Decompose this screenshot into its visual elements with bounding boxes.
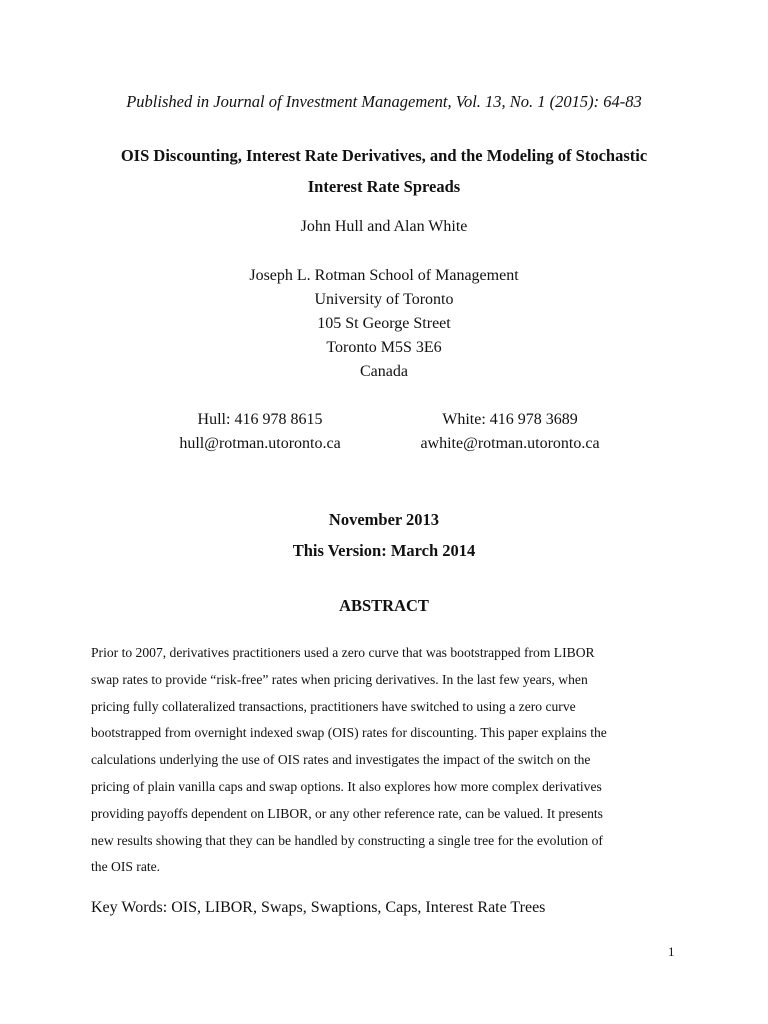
abstract-line: new results showing that they can be handled by constructing a single tree for the evolution of bbox=[91, 832, 603, 848]
address-line: University of Toronto bbox=[314, 291, 454, 308]
original-date: November 2013 bbox=[328, 510, 440, 529]
address-line: Joseph L. Rotman School of Management bbox=[249, 267, 519, 284]
title-line: Interest Rate Spreads bbox=[307, 177, 461, 196]
address-line: Canada bbox=[360, 363, 408, 380]
hull-contact bbox=[150, 408, 370, 456]
abstract-heading: ABSTRACT bbox=[339, 596, 429, 615]
abstract-line: pricing of plain vanilla caps and swap options. It also explores how more complex derivatives bbox=[91, 778, 602, 794]
paper-dates bbox=[0, 504, 768, 566]
abstract-body bbox=[91, 640, 671, 881]
abstract-line: calculations underlying the use of OIS rates and investigates the impact of the switch on the bbox=[91, 752, 591, 768]
authors: John Hull and Alan White bbox=[300, 218, 468, 235]
keywords: Key Words: OIS, LIBOR, Swaps, Swaptions, Caps, Interest Rate Trees bbox=[91, 899, 546, 916]
title-line: OIS Discounting, Interest Rate Derivatives, and the Modeling of Stochastic bbox=[120, 146, 648, 165]
abstract-line: the OIS rate. bbox=[91, 859, 161, 875]
paper-title bbox=[60, 140, 708, 202]
page-number: 1 bbox=[668, 944, 675, 959]
address-line: Toronto M5S 3E6 bbox=[326, 339, 442, 356]
hull-phone: Hull: 416 978 8615 bbox=[197, 411, 323, 428]
abstract-line: swap rates to provide “risk-free” rates when pricing derivatives. In the last few years, when bbox=[91, 671, 588, 687]
version-date: This Version: March 2014 bbox=[292, 541, 476, 560]
publication-note: Published in Journal of Investment Management, Vol. 13, No. 1 (2015): 64-83 bbox=[126, 92, 642, 111]
abstract-line: providing payoffs dependent on LIBOR, or any other reference rate, can be valued. It presents bbox=[91, 805, 603, 821]
address-line: 105 St George Street bbox=[317, 315, 451, 332]
hull-email: hull@rotman.utoronto.ca bbox=[179, 435, 341, 452]
abstract-line: bootstrapped from overnight indexed swap (OIS) rates for discounting. This paper explains the bbox=[91, 725, 607, 741]
white-phone: White: 416 978 3689 bbox=[442, 411, 578, 428]
abstract-line: Prior to 2007, derivatives practitioners used a zero curve that was bootstrapped from LIBOR bbox=[91, 645, 595, 660]
white-contact bbox=[390, 408, 630, 456]
white-email: awhite@rotman.utoronto.ca bbox=[420, 435, 600, 452]
affiliation-address bbox=[0, 264, 768, 384]
abstract-line: pricing fully collateralized transactions, practitioners have switched to using a zero curve bbox=[91, 698, 576, 714]
